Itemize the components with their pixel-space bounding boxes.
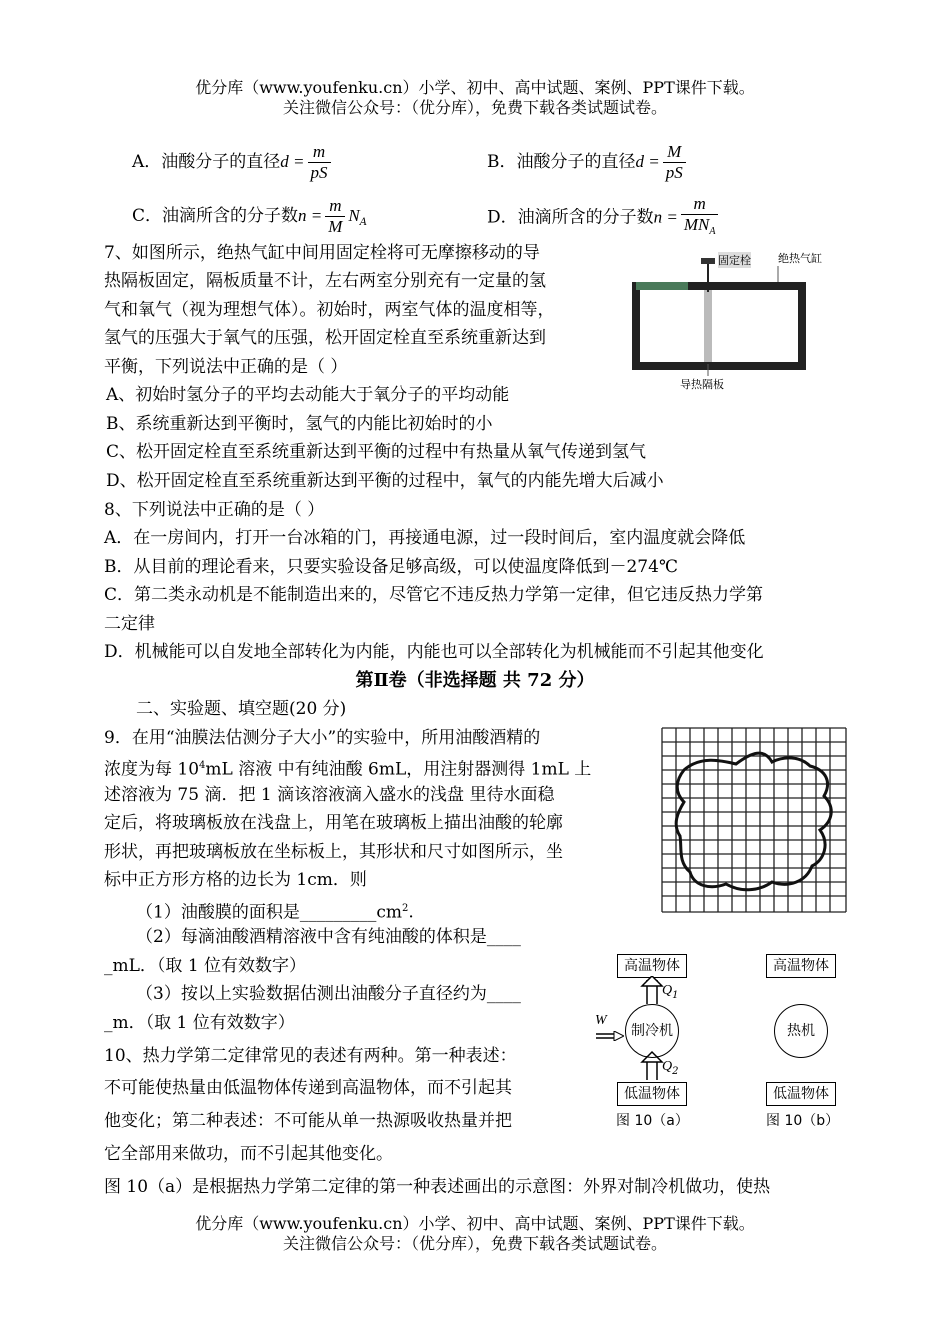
footer-line-2: 关注微信公众号：（优分库），免费下载各类试题试卷。 — [282, 1234, 667, 1253]
q7-line-1: 7、如图所示，绝热气缸中间用固定栓将可无摩擦移动的导 — [104, 243, 540, 263]
q6-option-a-text: A．油酸分子的直径 — [132, 152, 281, 172]
q6-option-d-text: D．油滴所含的分子数 — [487, 207, 654, 228]
oil-film-grid-figure — [660, 726, 850, 914]
q10-line-4: 它全部用来做功，而不引起其他变化。 — [104, 1144, 393, 1164]
part2-title: 第Ⅱ卷（非选择题 共 72 分） — [355, 670, 595, 691]
q6-c-tail: N — [348, 206, 360, 225]
q6-c-denominator: M — [328, 217, 343, 236]
fig10a-q2-sub: 2 — [672, 1066, 679, 1077]
q8-option-d: D．机械能可以自发地全部转化为内能，内能也可以全部转化为机械能而不引起其他变化 — [104, 642, 764, 662]
q7-cylinder-figure — [628, 244, 858, 394]
q6-option-c-fraction — [325, 196, 345, 237]
header-line-1: 优分库（www.youfenku.cn）小学、初中、高中试题、案例、PPT课件下载。 — [195, 78, 755, 97]
fig10b-caption: 图 10（b） — [766, 1113, 840, 1129]
q6-option-b-var: d = — [635, 152, 660, 171]
q10-line-2: 不可能使热量由低温物体传递到高温物体，而不引起其 — [104, 1078, 512, 1098]
fig10a-q1: Q — [662, 983, 673, 998]
q9-line-2-b: mL 溶液 中有纯油酸 6mL，用注射器测得 1mL 上 — [205, 759, 592, 780]
cylinder-label-plate: 导热隔板 — [680, 378, 724, 391]
q6-d-den-text: MN — [683, 215, 710, 234]
fig10b-heat-engine-circle: 热机 — [774, 1004, 828, 1058]
fig10a-w: W — [595, 1013, 607, 1028]
q6-option-d-fraction — [681, 194, 719, 242]
fig10b-low-temp-box: 低温物体 — [766, 1082, 836, 1106]
footer-line-1: 优分库（www.youfenku.cn）小学、初中、高中试题、案例、PPT课件下载。 — [195, 1214, 755, 1233]
q9-sub-1-end: . — [408, 902, 414, 923]
fig10a-work-arrow — [596, 1026, 624, 1036]
q9-sub-1-text: （1）油酸膜的面积是_________cm — [136, 902, 402, 923]
q7-option-b: B、系统重新达到平衡时，氢气的内能比初始时的小 — [106, 414, 493, 434]
q9-line-5: 形状，再把玻璃板放在坐标板上，其形状和尺寸如图所示，坐 — [104, 842, 563, 862]
q6-c-numerator: m — [325, 196, 345, 217]
q6-option-b-text: B．油酸分子的直径 — [487, 152, 636, 172]
q6-option-c-var: n = — [298, 206, 323, 225]
q9-sub-1 — [136, 898, 414, 924]
q9-line-6: 标中正方形方格的边长为 1cm．则 — [104, 870, 367, 890]
fig10a-high-temp-box: 高温物体 — [617, 954, 687, 978]
q9-line-4: 定后，将玻璃板放在浅盘上，用笔在玻璃板上描出油酸的轮廓 — [104, 813, 563, 833]
fig10a-caption: 图 10（a） — [616, 1113, 689, 1129]
q6-d-numerator: m — [681, 194, 719, 215]
q6-option-d — [487, 194, 721, 242]
q8-option-c-cont: 二定律 — [104, 614, 155, 634]
q10-line-3: 他变化；第二种表述：不可能从单一热源吸收热量并把 — [104, 1111, 512, 1131]
fig10a-q1-sub: 1 — [672, 990, 679, 1001]
q8-stem: 8、下列说法中正确的是（ ） — [104, 500, 325, 520]
cylinder-label-pin: 固定栓 — [718, 254, 751, 267]
q7-option-a: A、初始时氢分子的平均去动能大于氧分子的平均动能 — [106, 385, 510, 405]
q7-line-3: 气和氧气（视为理想气体）。初始时，两室气体的温度相等， — [104, 300, 555, 320]
part2-section: 二、实验题、填空题(20 分) — [136, 699, 347, 719]
q6-d-denominator — [681, 215, 719, 242]
q8-option-a: A．在一房间内，打开一台冰箱的门，再接通电源，过一段时间后，室内温度就会降低 — [104, 528, 746, 548]
q6-option-b — [487, 140, 689, 184]
q7-line-2: 热隔板固定，隔板质量不计，左右两室分别充有一定量的氢 — [104, 271, 546, 291]
q6-option-a-var: d = — [280, 152, 305, 171]
q9-line-2-a: 浓度为每 10 — [104, 759, 200, 780]
fig10a-q2-label — [662, 1058, 679, 1077]
cylinder-label-cylinder: 绝热气缸 — [778, 252, 822, 265]
q9-sub-2b: _mL．（取 1 位有效数字） — [104, 956, 307, 976]
q9-sub-3a: （3）按以上实验数据估测出油酸分子直径约为____ — [136, 984, 521, 1004]
fig10a-q2: Q — [662, 1059, 673, 1074]
q7-line-4: 氢气的压强大于氧气的压强，松开固定栓直至系统重新达到 — [104, 328, 546, 348]
q9-line-2 — [104, 755, 591, 781]
q9-exponent: 4 — [199, 760, 206, 771]
q10-line-5: 图 10（a）是根据热力学第二定律的第一种表述画出的示意图：外界对制冷机做功，使热 — [104, 1177, 771, 1197]
fig10a-refrigerator-circle: 制冷机 — [625, 1004, 679, 1058]
q6-option-c-text: C．油滴所含的分子数 — [132, 206, 299, 226]
q7-option-c: C、松开固定栓直至系统重新达到平衡的过程中有热量从氧气传递到氢气 — [106, 442, 647, 462]
oil-film-grid — [660, 726, 850, 914]
q9-line-1: 9．在用“油膜法估测分子大小”的实验中，所用油酸酒精的 — [104, 728, 541, 748]
q6-a-denominator: pS — [310, 163, 328, 182]
q9-sub-2a: （2）每滴油酸酒精溶液中含有纯油酸的体积是____ — [136, 927, 521, 947]
q9-line-3: 述溶液为 75 滴．把 1 滴该溶液滴入盛水的浅盘 里待水面稳 — [104, 785, 555, 805]
q6-option-a-fraction — [308, 142, 331, 183]
q7-option-d: D、松开固定栓直至系统重新达到平衡的过程中，氧气的内能先增大后减小 — [106, 471, 664, 491]
q6-option-c — [132, 194, 367, 245]
q9-sub-3b: _m．（取 1 位有效数字） — [104, 1013, 295, 1033]
fig10a-q1-label — [662, 982, 679, 1001]
fig10a-low-temp-box: 低温物体 — [617, 1082, 687, 1106]
q6-option-b-fraction — [663, 142, 686, 183]
fig10b-high-temp-box: 高温物体 — [766, 954, 836, 978]
q8-option-b: B．从目前的理论看来，只要实验设备足够高级，可以使温度降低到－274℃ — [104, 557, 678, 577]
q8-option-c: C．第二类永动机是不能制造出来的，尽管它不违反热力学第一定律，但它违反热力学第 — [104, 585, 764, 605]
header-line-2: 关注微信公众号：（优分库），免费下载各类试题试卷。 — [282, 98, 667, 117]
q6-option-d-var: n = — [653, 207, 678, 227]
q6-a-numerator: m — [308, 142, 331, 163]
q6-c-tail-sub: A — [359, 217, 367, 228]
q10-line-1: 10、热力学第二定律常见的表述有两种。第一种表述： — [104, 1046, 517, 1066]
q6-d-den-sub: A — [709, 226, 716, 237]
q6-b-denominator: pS — [665, 163, 683, 182]
q7-line-5: 平衡，下列说法中正确的是（ ） — [104, 357, 348, 377]
q6-b-numerator: M — [663, 142, 686, 163]
q6-option-a — [132, 140, 334, 184]
work-arrow-svg — [596, 1031, 624, 1041]
q9-sub-1-sup: 2 — [401, 903, 409, 914]
